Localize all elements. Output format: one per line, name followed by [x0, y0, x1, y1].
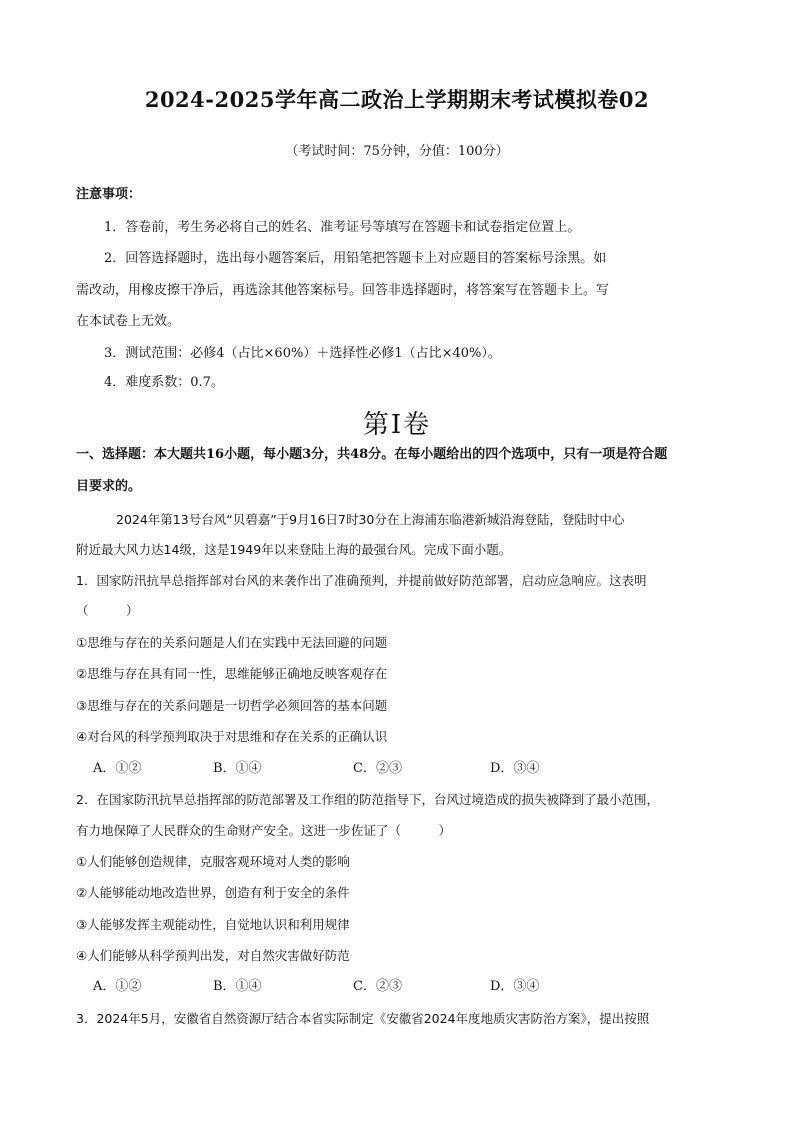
- note-item-2-line-2: 需改动，用橡皮擦干净后，再选涂其他答案标号。回答非选择题时，将答案写在答题卡上。写: [76, 283, 610, 298]
- question-1-stem-line-1: 1．国家防汛抗旱总指挥部对台风的来袭作出了准确预判，并提前做好防范部署，启动应急响应。这表明: [76, 573, 647, 588]
- notes-heading: 注意事项：: [76, 187, 142, 202]
- question-1-statement-2: ②思维与存在具有同一性，思维能够正确地反映客观存在: [76, 666, 388, 681]
- page-title: 2024-2025学年高二政治上学期期末考试模拟卷02: [144, 87, 650, 112]
- question-1-option-a[interactable]: A．①②: [93, 761, 142, 776]
- note-item-2-line-3: 在本试卷上无效。: [76, 314, 181, 329]
- question-2-option-c[interactable]: C．②③: [353, 979, 402, 994]
- question-2-stem-line-1: 2．在国家防汛抗旱总指挥部的防范部署及工作组的防范指导下，台风过境造成的损失被降到了最小范围，: [76, 792, 659, 807]
- question-2-statement-3: ③人能够发挥主观能动性，自觉地认识和利用规律: [76, 917, 350, 932]
- question-2-statement-4: ④人们能够从科学预判出发，对自然灾害做好防范: [76, 948, 350, 963]
- question-2-statement-1: ①人们能够创造规律，克服客观环境对人类的影响: [76, 854, 350, 869]
- question-3-stem-line-1: 3．2024年5月，安徽省自然资源厅结合本省实际制定《安徽省2024年度地质灾害防治方案》，提出按照: [76, 1011, 650, 1026]
- question-2-option-b[interactable]: B．①④: [213, 979, 262, 994]
- question-2-option-a[interactable]: A．①②: [93, 979, 142, 994]
- note-item-1: 1．答卷前，考生务必将自己的姓名、准考证号等填写在答题卡和试卷指定位置上。: [104, 220, 581, 235]
- question-2-option-d[interactable]: D．③④: [490, 979, 540, 994]
- note-item-2-line-1: 2．回答选择题时，选出每小题答案后，用铅笔把答题卡上对应题目的答案标号涂黑。如: [104, 251, 607, 266]
- question-2-stem-line-2: 有力地保障了人民群众的生命财产安全。这进一步佐证了（ ）: [76, 823, 452, 838]
- note-item-4: 4．难度系数：0.7。: [104, 375, 224, 390]
- question-1-statement-1: ①思维与存在的关系问题是人们在实践中无法回避的问题: [76, 635, 388, 650]
- question-1-stem-line-2: （ ）: [76, 603, 139, 618]
- exam-duration-score: （考试时间：75分钟，分值：100分）: [285, 144, 509, 159]
- question-1-statement-3: ③思维与存在的关系问题是一切哲学必须回答的基本问题: [76, 698, 388, 713]
- section-instruction-line-2: 目要求的。: [76, 479, 142, 494]
- section-title: 第I卷: [362, 410, 432, 440]
- section-instruction-line-1: 一、选择题：本大题共16小题，每小题3分，共48分。在每小题给出的四个选项中，只有一项是符合题: [76, 447, 668, 462]
- question-1-option-d[interactable]: D．③④: [490, 761, 540, 776]
- passage-line-2: 附近最大风力达14级，这是1949年以来登陆上海的最强台风。完成下面小题。: [76, 542, 512, 557]
- passage-line-1: 2024年第13号台风“贝碧嘉”于9月16日7时30分在上海浦东临港新城沿海登陆，登陆时中心: [116, 512, 625, 527]
- question-1-statement-4: ④对台风的科学预判取决于对思维和存在关系的正确认识: [76, 729, 388, 744]
- question-1-option-b[interactable]: B．①④: [213, 761, 262, 776]
- note-item-3: 3．测试范围：必修4（占比×60%）＋选择性必修1（占比×40%）。: [104, 346, 501, 361]
- question-2-statement-2: ②人能够能动地改造世界，创造有利于安全的条件: [76, 885, 350, 900]
- question-1-option-c[interactable]: C．②③: [353, 761, 402, 776]
